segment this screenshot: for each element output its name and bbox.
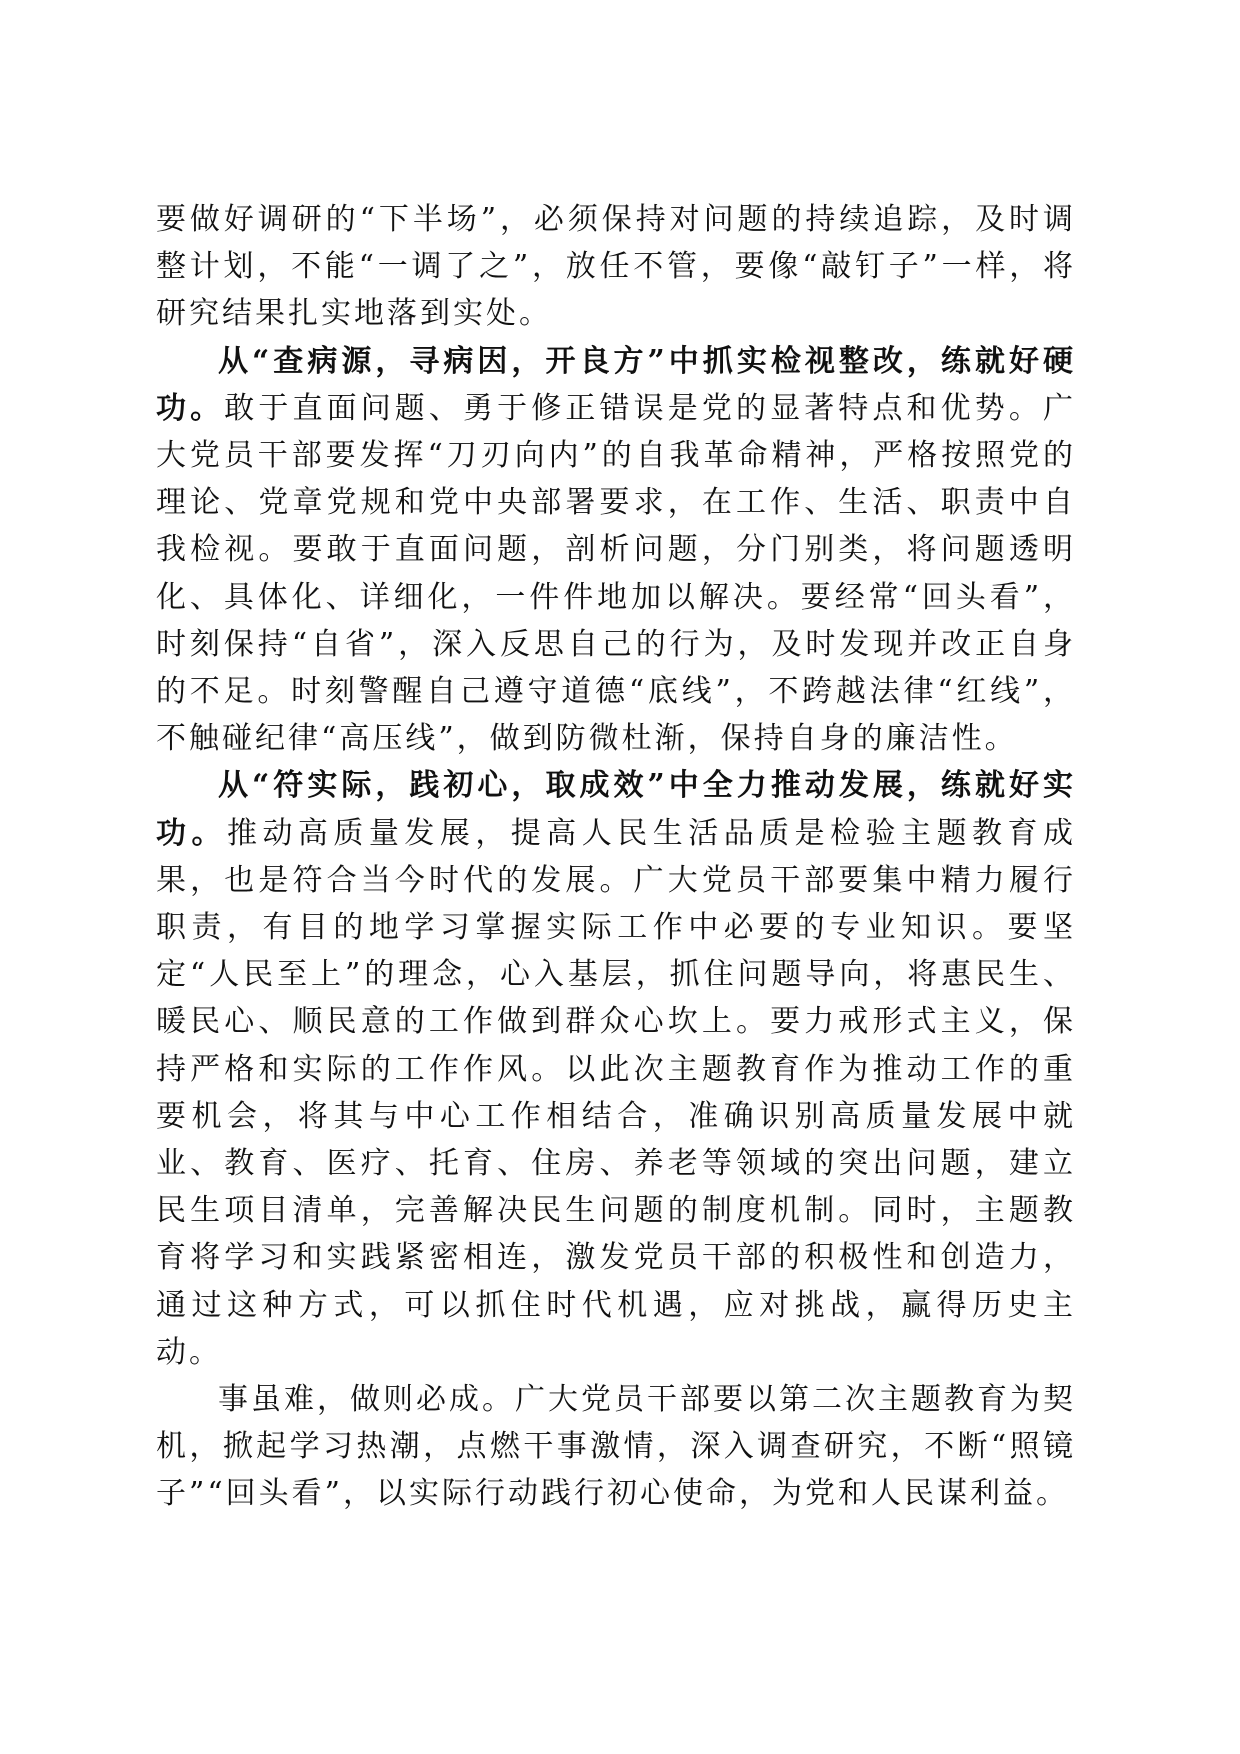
paragraph-promote-development (156, 762, 1076, 1376)
paragraph-inspection-rectification (156, 338, 1076, 763)
document-page (156, 196, 1076, 1518)
paragraph-research-follow-up (156, 196, 1076, 338)
section-heading: 从“查病源，寻病因，开良方”中抓实检视整改，练就好硬功。 (156, 343, 1076, 426)
section-heading: 从“符实际，践初心，取成效”中全力推动发展，练就好实功。 (156, 768, 1076, 851)
paragraph-body: 推动高质量发展，提高人民生活品质是检验主题教育成果，也是符合当今时代的发展。广大党员干部要集中精力履行职责，有目的地学习掌握实际工作中必要的专业知识。要坚定“人民至上”的理念，心入基层，抓住问题导向，将惠民生、暖民心、顺民意的工作做到群众心坎上。要力戒形式主义，保持严格和实际的工作作风。以此次主题教育作为推动工作的重要机会，将其与中心工作相结合，准确识别高质量发展中就业、教育、医疗、托育、住房、养老等领域的突出问题，建立民生项目清单，完善解决民生问题的制度机制。同时，主题教育将学习和实践紧密相连，激发党员干部的积极性和创造力，通过这种方式，可以抓住时代机遇，应对挑战，赢得历史主动。 (156, 815, 1077, 1370)
paragraph-conclusion (156, 1376, 1076, 1518)
paragraph-body: 要做好调研的“下半场”，必须保持对问题的持续追踪，及时调整计划，不能“一调了之”，放任不管，要像“敲钉子”一样，将研究结果扎实地落到实处。 (156, 202, 1076, 332)
paragraph-body: 事虽难，做则必成。广大党员干部要以第二次主题教育为契机，掀起学习热潮，点燃干事激情，深入调查研究，不断“照镜子”“回头看”，以实际行动践行初心使命，为党和人民谋利益。 (156, 1382, 1076, 1512)
paragraph-body: 敢于直面问题、勇于修正错误是党的显著特点和优势。广大党员干部要发挥“刀刃向内”的自我革命精神，严格按照党的理论、党章党规和党中央部署要求，在工作、生活、职责中自我检视。要敢于直面问题，剖析问题，分门别类，将问题透明化、具体化、详细化，一件件地加以解决。要经常“回头看”，时刻保持“自省”，深入反思自己的行为，及时发现并改正自身的不足。时刻警醒自己遵守道德“底线”，不跨越法律“红线”，不触碰纪律“高压线”，做到防微杜渐，保持自身的廉洁性。 (156, 390, 1077, 757)
